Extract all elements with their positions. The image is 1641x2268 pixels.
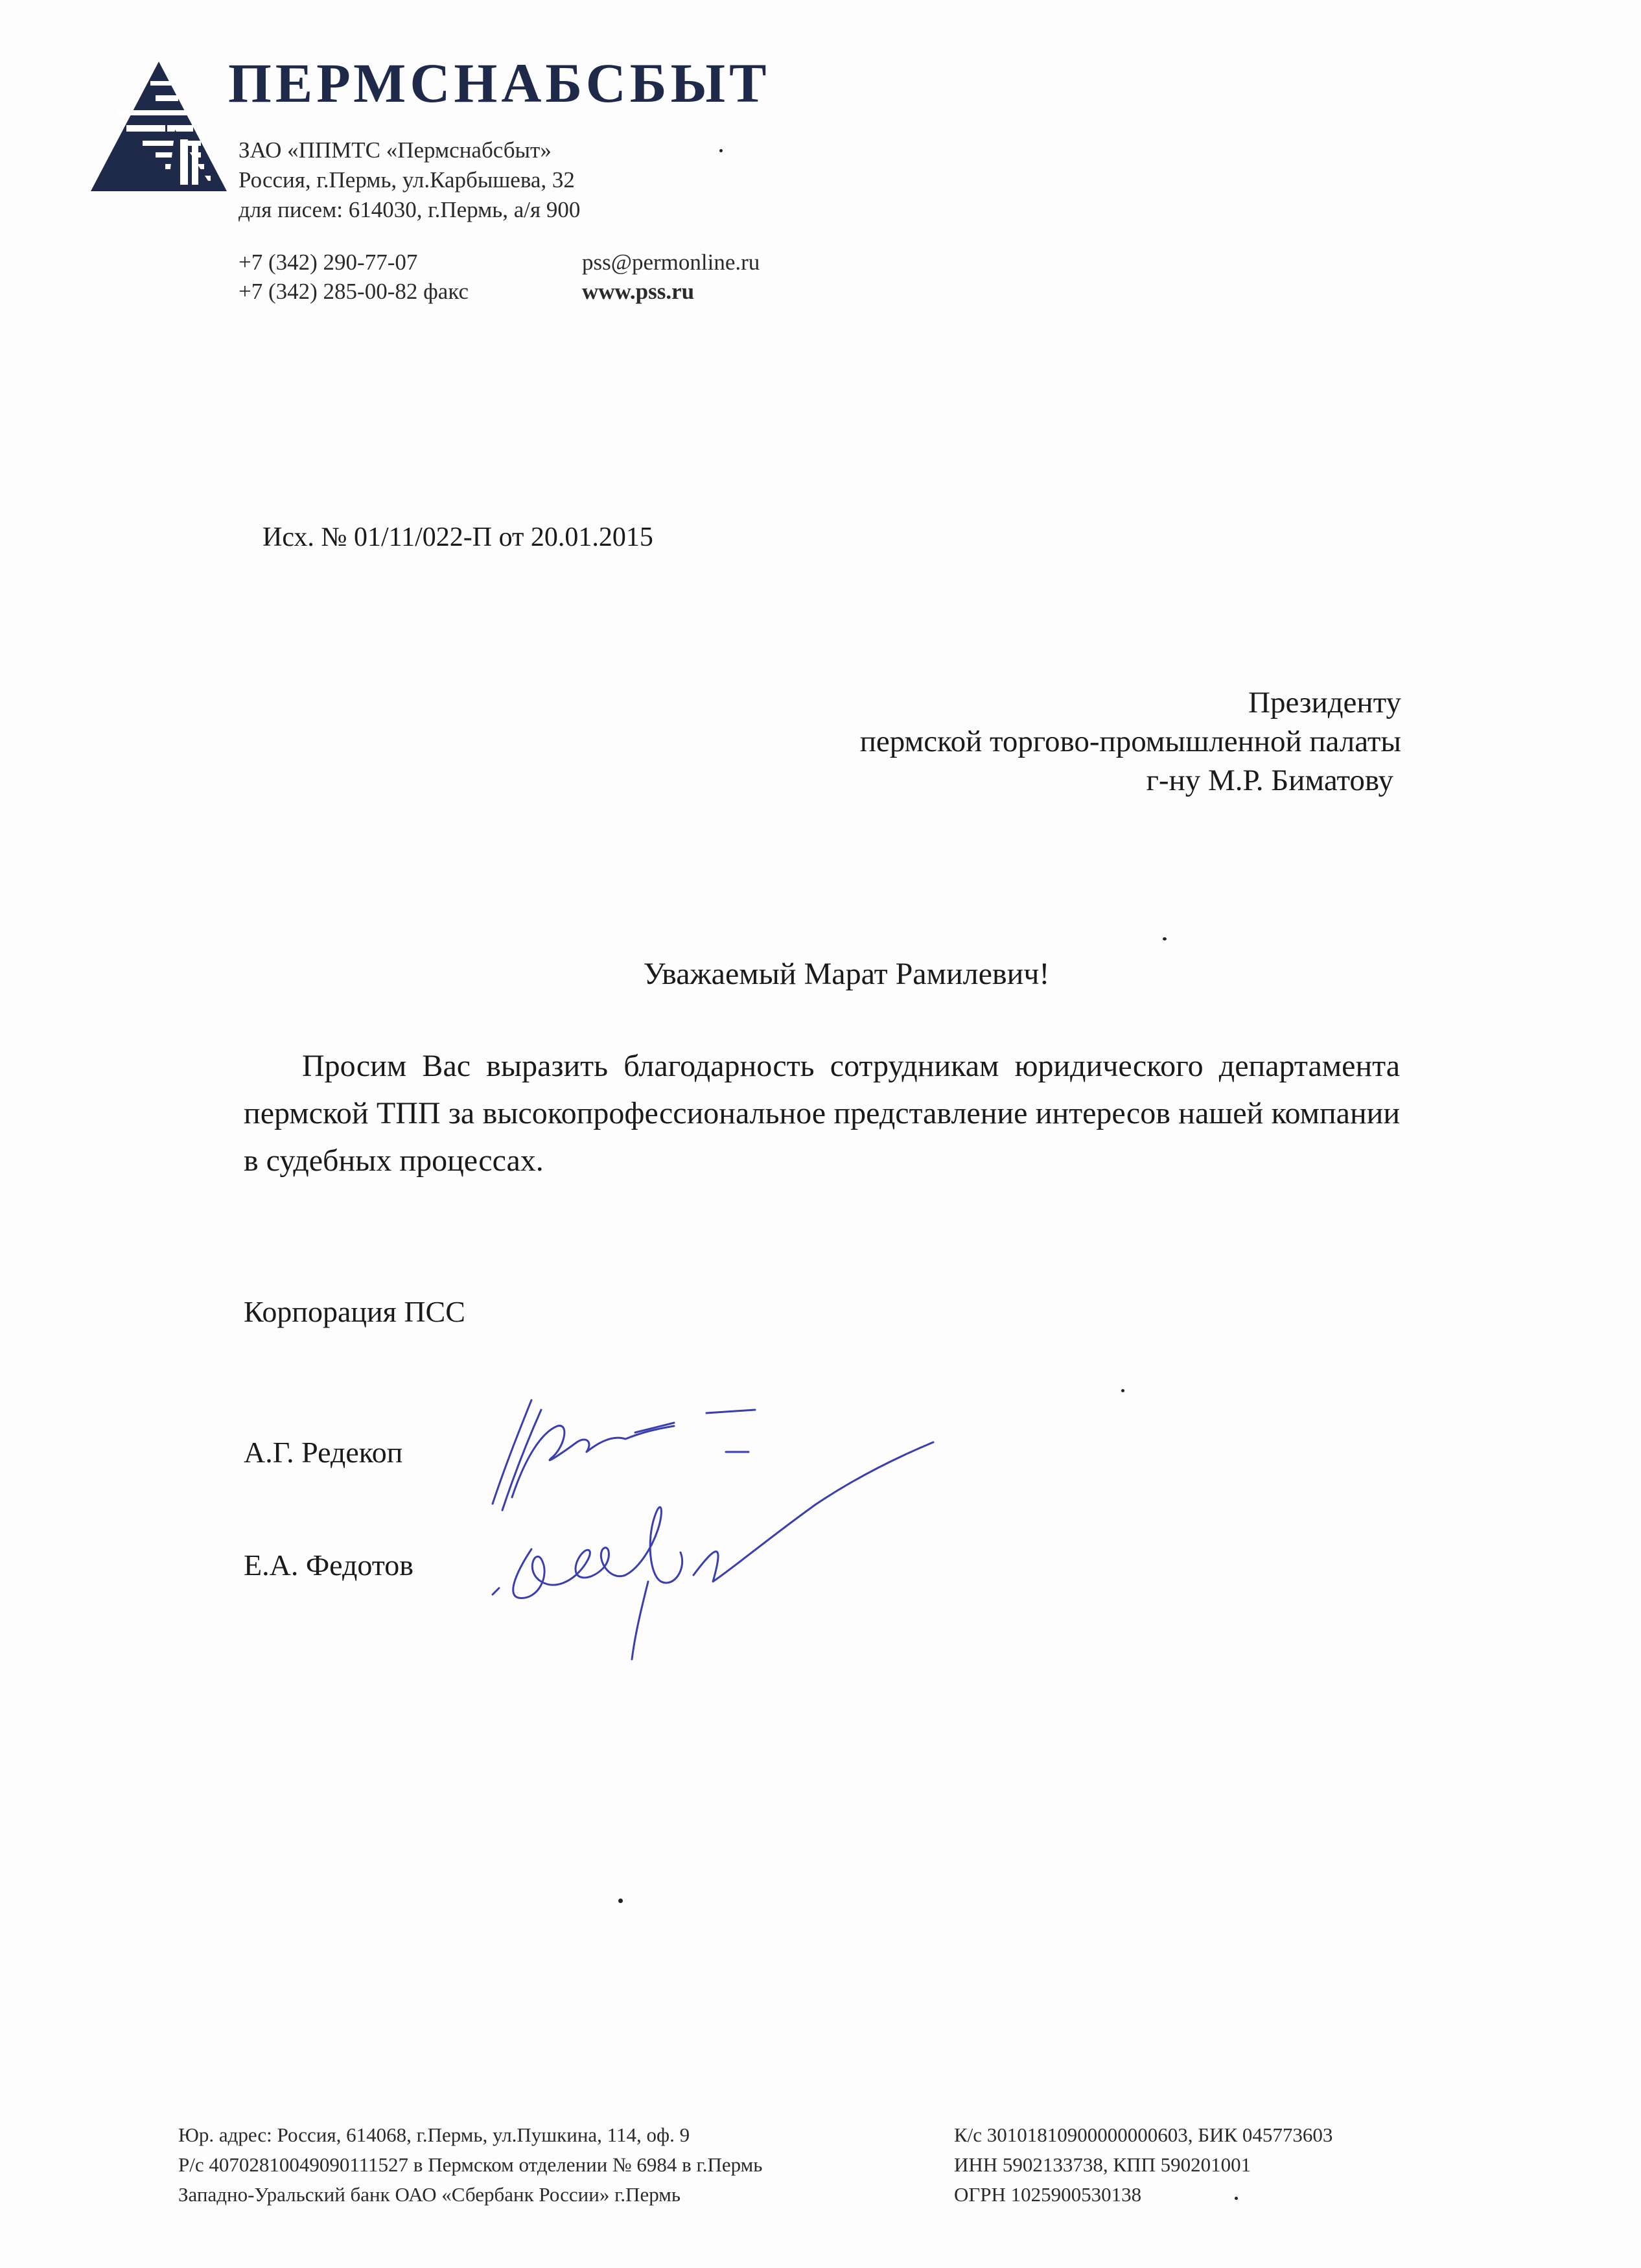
website: www.pss.ru xyxy=(582,279,695,304)
phone-number: +7 (342) 290-77-07 xyxy=(239,250,418,275)
footer-bank-account: Р/с 40702810049090111527 в Пермском отделении № 6984 в г.Пермь xyxy=(178,2153,763,2176)
footer-legal-address: Юр. адрес: Россия, 614068, г.Пермь, ул.Пушкина, 114, оф. 9 xyxy=(178,2123,690,2146)
footer-tax-ids: ИНН 5902133738, КПП 590201001 xyxy=(954,2153,1251,2176)
footer-correspondent-account: К/с 30101810900000000603, БИК 045773603 xyxy=(954,2123,1333,2146)
addressee-title: Президенту xyxy=(1248,686,1401,719)
salutation: Уважаемый Марат Рамилевич! xyxy=(643,957,1050,991)
email-address: pss@permonline.ru xyxy=(582,250,760,275)
footer-ogrn: ОГРН 1025900530138 xyxy=(954,2183,1142,2206)
company-address: Россия, г.Пермь, ул.Карбышева, 32 xyxy=(239,167,575,193)
fax-number: +7 (342) 285-00-82 факс xyxy=(239,279,469,304)
footer-bank-name: Западно-Уральский банк ОАО «Сбербанк России» г.Пермь xyxy=(178,2183,681,2206)
scan-speck xyxy=(1163,937,1167,941)
handwritten-signature xyxy=(480,1387,946,1666)
corporation-name: Корпорация ПСС xyxy=(244,1295,465,1328)
scan-speck xyxy=(618,1899,623,1903)
addressee-organization: пермской торгово-промышленной палаты xyxy=(859,725,1401,758)
outgoing-reference: Исх. № 01/11/022-П от 20.01.2015 xyxy=(262,522,653,552)
company-name: ЗАО «ППМТС «Пермснабсбыт» xyxy=(239,137,552,163)
body-paragraph: Просим Вас выразить благодарность сотрудникам юридического департамента пермской ТПП за высокопрофессиональное представление интересов нашей компании в судебных процессах. xyxy=(244,1049,1400,1178)
brand-name: ПЕРМСНАБСБЫТ xyxy=(228,52,771,114)
addressee-name: г-ну М.Р. Биматову xyxy=(1146,764,1393,797)
postal-address: для писем: 614030, г.Пермь, а/я 900 xyxy=(239,197,581,222)
scan-speck xyxy=(1235,2197,1238,2200)
pyramid-logo-icon xyxy=(91,62,227,191)
scan-speck xyxy=(719,149,723,152)
scan-speck xyxy=(1121,1389,1124,1392)
signer-name: А.Г. Редекоп xyxy=(244,1436,403,1469)
signer-name: Е.А. Федотов xyxy=(244,1549,413,1582)
